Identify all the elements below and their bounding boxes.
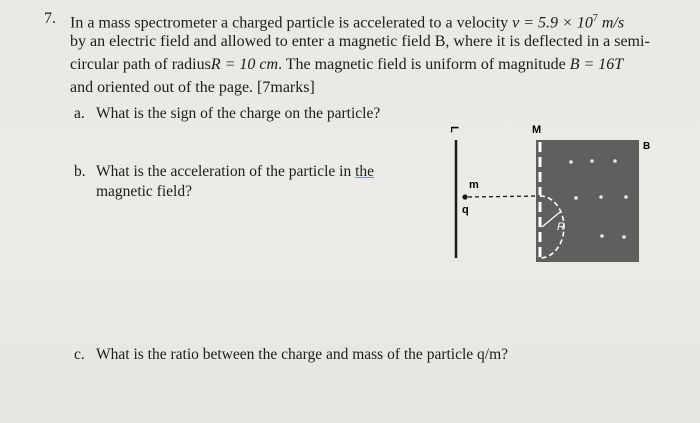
particle [462, 194, 467, 199]
label-m: m [469, 179, 479, 191]
velocity-expression: v = 5.9 × 10 [512, 14, 593, 32]
label-L: L [448, 126, 460, 133]
question-line-3: circular path of radiusR = 10 cm. The magnetic field is uniform of magnitude B = 16T [70, 56, 624, 73]
part-a-label: a. [74, 105, 85, 122]
part-c-text: What is the ratio between the charge and mass of the particle q/m? [96, 346, 509, 363]
question-line-1: In a mass spectrometer a charged particle is accelerated to a velocity $v = 5.9 \times 10^7$ m/s [70, 13, 625, 32]
part-b-label: b. [74, 163, 86, 180]
radius-expression: R = 10 cm [210, 56, 279, 73]
part-b-text-1: What is the acceleration of the particle in the [96, 163, 375, 180]
part-c-label: c. [74, 346, 85, 363]
field-expression: B = 16T [569, 56, 624, 73]
question-line-4: and oriented out of the page. [7marks] [70, 79, 315, 96]
part-a-text: What is the sign of the charge on the particle? [96, 105, 381, 122]
label-q: q [462, 204, 469, 216]
question-line-2: by an electric field and allowed to enter a magnetic field B, where it is deflected in a semi- [70, 33, 650, 50]
velocity-unit: m/s [597, 14, 625, 32]
label-B: B [643, 141, 651, 152]
velocity-exponent: 7 [592, 13, 598, 24]
label-R: R [557, 221, 565, 233]
question-number: 7. [44, 10, 56, 27]
particle-path [468, 196, 540, 197]
magnetic-field-region [536, 140, 639, 262]
label-M: M [532, 124, 542, 136]
part-b-text-2: magnetic field? [96, 183, 192, 200]
